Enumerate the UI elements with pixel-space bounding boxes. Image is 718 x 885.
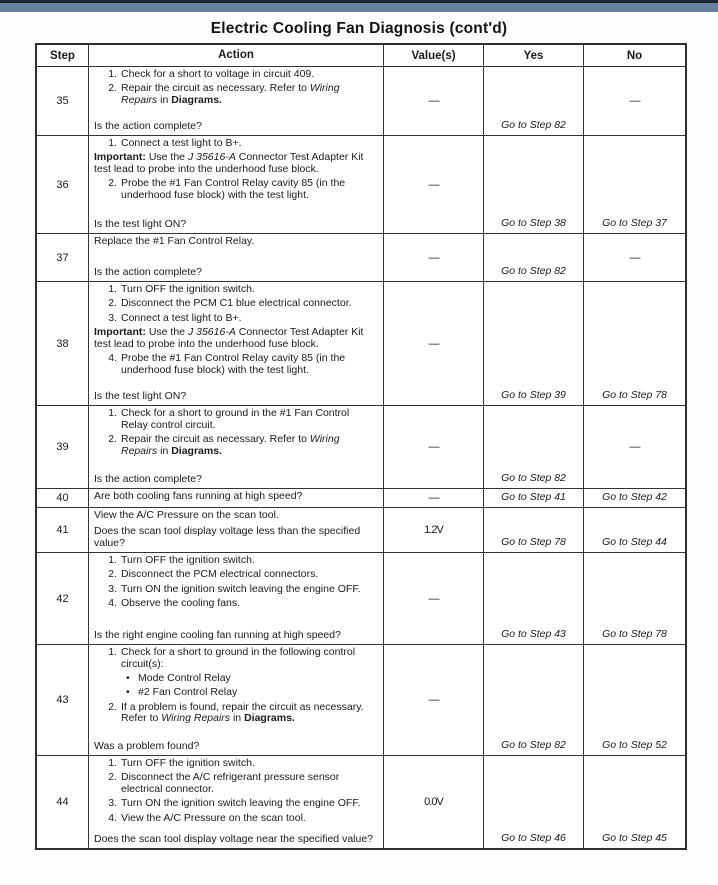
no-cell: Go to Step 52 [583, 645, 685, 755]
list-marker: 4. [108, 811, 117, 824]
no-cell: — [583, 406, 685, 488]
list-marker: 3. [108, 582, 117, 595]
action-question-paragraph: Does the scan tool display voltage near the specified value? [94, 833, 374, 846]
yes-cell: Go to Step 82 [483, 234, 583, 281]
list-item-text: Repair the circuit as necessary. Refer to Wiring Repairs in Diagrams. [121, 433, 340, 457]
action-cell [88, 645, 383, 755]
action-question-paragraph: Is the action complete? [94, 120, 202, 133]
list-item-text: #2 Fan Control Relay [138, 686, 238, 699]
list-marker: 2. [108, 177, 117, 190]
table-row [37, 66, 685, 135]
step-cell: 35 [56, 95, 69, 107]
action-important-paragraph: Important: Use the J 35616-A Connector Test Adapter Kit test lead to probe into the underhood fuse block. [94, 325, 364, 350]
list-item-text: Observe the cooling fans. [121, 596, 241, 609]
action-num-paragraph [94, 69, 377, 81]
action-num-paragraph [94, 313, 377, 325]
step-cell: 39 [56, 441, 69, 453]
step-cell: 44 [56, 796, 69, 808]
no-cell: Go to Step 45 [583, 756, 685, 848]
list-item-text: Connect a test light to B+. [121, 311, 242, 324]
list-item-text: If a problem is found, repair the circuit as necessary. Refer to Wiring Repairs in Diagrams. [121, 700, 364, 725]
table-row [37, 233, 685, 281]
action-cell [88, 406, 383, 488]
value-cell: — [383, 645, 483, 755]
action-important-paragraph: Important: Use the J 35616-A Connector Test Adapter Kit test lead to probe into the underhood fuse block. [94, 151, 364, 176]
action-num-paragraph [94, 647, 377, 671]
list-marker: 1. [108, 554, 117, 566]
value-cell: — [383, 136, 483, 233]
action-num-paragraph [94, 584, 377, 596]
header-values: Value(s) [383, 45, 483, 66]
list-item-text: Check for a short to voltage in circuit 409. [121, 68, 315, 80]
yes-cell: Go to Step 82 [483, 67, 583, 135]
action-plain-paragraph: View the A/C Pressure on the scan tool. [94, 509, 279, 521]
diagnosis-table [35, 43, 687, 850]
table-row [37, 644, 685, 755]
yes-cell: Go to Step 43 [483, 553, 583, 644]
value-cell: — [383, 282, 483, 405]
table-row [37, 552, 685, 644]
list-item-text: Repair the circuit as necessary. Refer to Wiring Repairs in Diagrams. [121, 82, 340, 107]
step-cell: 37 [56, 251, 69, 264]
action-bullet-paragraph [94, 687, 377, 699]
action-cell [88, 282, 383, 405]
value-cell: 0.0V [383, 756, 483, 848]
action-plain-paragraph: Are both cooling fans running at high speed? [94, 490, 303, 502]
no-cell: — [583, 234, 685, 281]
list-marker: 3. [108, 311, 117, 324]
list-marker: 1. [108, 407, 117, 419]
action-num-paragraph [94, 434, 377, 458]
action-bullet-paragraph [94, 673, 377, 685]
action-num-paragraph [94, 284, 377, 296]
value-cell: — [383, 406, 483, 488]
header-yes: Yes [483, 45, 583, 66]
action-num-paragraph [94, 772, 377, 796]
list-item-text: Disconnect the A/C refrigerant pressure sensor electrical connector. [121, 771, 340, 796]
action-num-paragraph [94, 408, 377, 432]
action-cell [88, 508, 383, 552]
table-row [37, 488, 685, 507]
list-marker: • [126, 686, 130, 699]
action-num-paragraph [94, 598, 377, 610]
list-marker: 3. [108, 797, 117, 810]
action-num-paragraph [94, 178, 377, 202]
action-question-paragraph: Is the action complete? [94, 473, 202, 486]
list-marker: 2. [108, 568, 117, 581]
table-header-row [37, 45, 685, 66]
yes-cell: Go to Step 78 [483, 508, 583, 552]
action-num-paragraph [94, 798, 377, 810]
action-cell [88, 67, 383, 135]
action-cell [88, 136, 383, 233]
action-num-paragraph [94, 83, 377, 107]
list-item-text: Turn OFF the ignition switch. [121, 757, 255, 769]
step-cell: 38 [56, 337, 69, 350]
list-marker: 4. [108, 351, 117, 364]
top-bar-steel-stripe [0, 3, 718, 12]
action-num-paragraph [94, 702, 377, 726]
no-cell: — [583, 67, 685, 135]
table-row [37, 507, 685, 552]
page-title: Electric Cooling Fan Diagnosis (cont'd) [210, 20, 508, 37]
header-no: No [583, 45, 685, 66]
action-question-paragraph: Is the right engine cooling fan running at high speed? [94, 629, 341, 642]
action-plain-paragraph: Replace the #1 Fan Control Relay. [94, 235, 255, 247]
yes-cell: Go to Step 39 [483, 282, 583, 405]
value-cell: — [383, 553, 483, 644]
list-item-text: Probe the #1 Fan Control Relay cavity 85 (in the underhood fuse block) with the test light. [121, 177, 346, 202]
table-row [37, 755, 685, 848]
action-question-paragraph: Was a problem found? [94, 740, 200, 753]
list-item-text: Check for a short to ground in the following control circuit(s): [121, 646, 356, 670]
step-cell: 40 [56, 492, 69, 504]
list-item-text: Turn ON the ignition switch leaving the engine OFF. [121, 582, 361, 595]
action-question-paragraph: Is the test light ON? [94, 390, 187, 403]
table-row [37, 135, 685, 233]
action-num-paragraph [94, 813, 377, 825]
yes-cell: Go to Step 46 [483, 756, 583, 848]
list-item-text: Disconnect the PCM C1 blue electrical connector. [121, 297, 352, 310]
no-cell: Go to Step 37 [583, 136, 685, 233]
list-marker: 4. [108, 596, 117, 609]
list-item-text: Probe the #1 Fan Control Relay cavity 85 (in the underhood fuse block) with the test light. [121, 351, 346, 376]
list-marker: 2. [108, 700, 117, 713]
table-row [37, 281, 685, 405]
list-marker: 1. [108, 283, 117, 295]
no-cell: Go to Step 42 [583, 489, 685, 507]
list-marker: • [126, 672, 130, 685]
action-num-paragraph [94, 569, 377, 581]
action-cell [88, 489, 383, 507]
list-marker: 1. [108, 646, 117, 658]
action-num-paragraph [94, 758, 377, 770]
no-cell: Go to Step 44 [583, 508, 685, 552]
list-marker: 2. [108, 433, 117, 446]
list-item-text: Turn OFF the ignition switch. [121, 283, 255, 295]
header-action: Action [88, 45, 383, 66]
yes-cell: Go to Step 41 [483, 489, 583, 507]
list-marker: 1. [108, 68, 117, 80]
list-item-text: View the A/C Pressure on the scan tool. [121, 811, 306, 824]
action-num-paragraph [94, 138, 377, 150]
no-cell: Go to Step 78 [583, 553, 685, 644]
action-cell [88, 756, 383, 848]
step-cell: 36 [56, 178, 69, 191]
action-num-paragraph [94, 353, 377, 377]
action-num-paragraph [94, 555, 377, 567]
list-marker: 2. [108, 297, 117, 310]
list-item-text: Turn ON the ignition switch leaving the engine OFF. [121, 797, 361, 810]
value-cell: — [383, 489, 483, 507]
header-step: Step [50, 49, 75, 62]
action-cell [88, 553, 383, 644]
list-marker: 1. [108, 137, 117, 149]
step-cell: 42 [56, 592, 69, 605]
value-cell: — [383, 234, 483, 281]
list-item-text: Disconnect the PCM electrical connectors. [121, 568, 319, 581]
step-cell: 41 [56, 524, 69, 536]
step-cell: 43 [56, 694, 69, 706]
list-item-text: Mode Control Relay [138, 672, 231, 685]
yes-cell: Go to Step 82 [483, 406, 583, 488]
yes-cell: Go to Step 38 [483, 136, 583, 233]
value-cell: — [383, 67, 483, 135]
list-marker: 1. [108, 757, 117, 769]
action-question-paragraph: Is the action complete? [94, 266, 202, 279]
table-body [37, 66, 685, 848]
list-marker: 2. [108, 82, 117, 95]
action-num-paragraph [94, 298, 377, 310]
value-cell: 1.2V [383, 508, 483, 552]
list-item-text: Check for a short to ground in the #1 Fan Control Relay control circuit. [121, 407, 350, 431]
action-cell [88, 234, 383, 281]
no-cell: Go to Step 78 [583, 282, 685, 405]
table-row [37, 405, 685, 488]
action-question-paragraph: Is the test light ON? [94, 218, 187, 231]
action-question-paragraph: Does the scan tool display voltage less than the specified value? [94, 525, 361, 550]
list-item-text: Connect a test light to B+. [121, 137, 242, 149]
list-item-text: Turn OFF the ignition switch. [121, 554, 255, 566]
list-marker: 2. [108, 771, 117, 784]
yes-cell: Go to Step 82 [483, 645, 583, 755]
top-accent-bar [0, 0, 718, 12]
